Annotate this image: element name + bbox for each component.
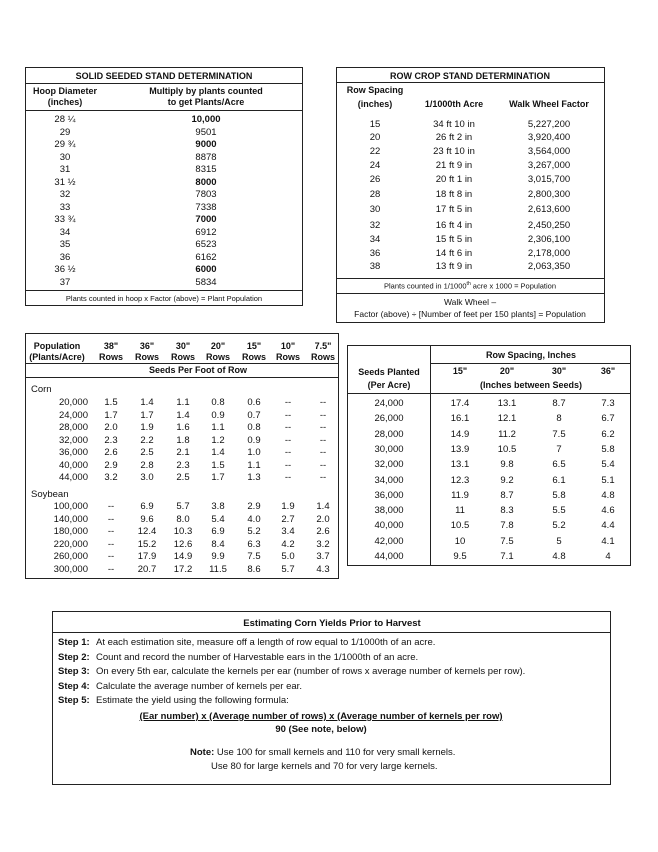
seeds-per-foot-cell: 3.4: [281, 526, 295, 537]
walk-wheel-cell: 2,800,300: [527, 189, 571, 200]
seed-spacing-cell: 4.1: [601, 535, 615, 547]
population-cell: 36,000: [58, 447, 88, 458]
seeds-per-foot-cell: 3.2: [316, 538, 330, 550]
formula-denominator: 90 (See note, below): [275, 724, 367, 735]
seeds-per-foot-cell: 0.8: [211, 397, 225, 408]
seeds-per-foot-cell: 2.7: [281, 513, 295, 525]
population-cell: 220,000: [53, 538, 88, 550]
rowcrop-footer-3: Factor (above) ÷ [Number of feet per 150 plants] = Population: [354, 309, 586, 319]
seeds-per-foot-cell: 1.7: [211, 472, 225, 483]
seeds-per-foot-cell: 9.6: [140, 513, 154, 525]
factor-cell: 10,000: [191, 114, 221, 125]
row-spacing-cell: 38: [369, 261, 381, 272]
seeds-planted-cell: 34,000: [374, 474, 404, 486]
row-width-header-rows: Rows: [134, 352, 160, 362]
row-width-header: 30": [175, 341, 191, 351]
hoop-diameter-cell: 29 ¾: [54, 139, 76, 150]
hoop-diameter-unit: (inches): [47, 97, 83, 107]
seeds-per-foot-cell: 20.7: [137, 563, 157, 575]
seeds-per-foot-cell: 2.9: [104, 459, 118, 471]
step-text: On every 5th ear, calculate the kernels per ear (number of rows x average number of kernels per row).: [96, 666, 526, 677]
seeds-planted-unit: (Per Acre): [367, 380, 411, 390]
seed-spacing-cell: 7.5: [500, 535, 514, 547]
factor-header-2: to get Plants/Acre: [167, 97, 245, 107]
seeds-per-foot-cell: 12.6: [173, 538, 193, 550]
factor-cell: 6523: [195, 239, 217, 250]
hoop-diameter-cell: 28 ¼: [54, 114, 76, 125]
seed-spacing-cell: 7.5: [552, 428, 566, 440]
population-header: Population: [33, 341, 81, 351]
step-label: Step 2:: [58, 651, 90, 663]
row-spacing-col-header: 30": [551, 366, 567, 376]
corn-label: Corn: [31, 384, 52, 395]
row-width-header: 36": [139, 341, 155, 351]
seeds-planted-header: Seeds Planted: [358, 367, 420, 377]
solid-seeded-title: SOLID SEEDED STAND DETERMINATION: [75, 71, 253, 81]
seeds-per-foot-cell: 1.9: [281, 501, 295, 512]
step-text: Calculate the average number of kernels per ear.: [96, 680, 302, 692]
walk-wheel-cell: 3,015,700: [527, 174, 571, 185]
seeds-per-foot-cell: --: [284, 422, 292, 433]
row-spacing-cell: 20: [369, 132, 381, 143]
seeds-planted-cell: 42,000: [374, 535, 404, 547]
hoop-diameter-cell: 31 ½: [54, 176, 76, 188]
rowcrop-footer-1-pre: Plants counted in 1/1000: [383, 281, 467, 291]
seed-spacing-cell: 7.1: [500, 551, 514, 562]
seeds-per-foot-cell: 3.8: [211, 501, 225, 512]
seeds-per-foot-cell: 4.0: [247, 513, 261, 525]
seeds-per-foot-cell: --: [284, 397, 292, 408]
corn-yield-box: [52, 611, 611, 785]
seeds-per-foot-cell: 2.3: [104, 434, 118, 446]
seeds-planted-cell: 36,000: [374, 489, 404, 501]
seed-spacing-cell: 6.2: [601, 428, 615, 440]
row-width-header: 10": [280, 341, 296, 351]
step-label: Step 3:: [58, 666, 90, 677]
seeds-per-foot-cell: 0.7: [247, 409, 261, 421]
hoop-diameter-cell: 29: [59, 126, 71, 138]
seeds-per-foot-cell: --: [107, 513, 115, 525]
seed-spacing-cell: 6.5: [552, 459, 566, 471]
seeds-per-foot-cell: 2.0: [104, 422, 118, 433]
seeds-per-foot-cell: 1.7: [140, 409, 154, 421]
population-cell: 100,000: [53, 501, 88, 512]
seed-spacing-cell: 13.9: [450, 443, 470, 455]
seeds-per-foot-cell: 1.1: [176, 397, 190, 408]
walk-wheel-cell: 3,564,000: [527, 146, 571, 157]
population-cell: 140,000: [53, 513, 88, 525]
soybean-label: Soybean: [31, 489, 69, 500]
seed-spacing-cell: 16.1: [450, 413, 470, 425]
population-cell: 40,000: [58, 459, 88, 471]
hoop-diameter-cell: 33 ¾: [54, 214, 76, 225]
seeds-per-foot-cell: 6.9: [211, 526, 225, 537]
factor-cell: 8878: [195, 151, 217, 163]
population-cell: 300,000: [53, 563, 88, 575]
seeds-per-foot-cell: 1.8: [176, 434, 190, 446]
seeds-per-foot-cell: 0.8: [247, 422, 261, 433]
seeds-per-foot-cell: 2.5: [140, 447, 154, 458]
rowcrop-footer-1-sup: th: [466, 281, 471, 287]
seeds-per-foot-cell: 1.1: [211, 422, 225, 433]
row-spacing-cell: 22: [369, 146, 381, 157]
seed-spacing-cell: 4.6: [601, 505, 615, 517]
seeds-per-foot-cell: 1.4: [140, 397, 154, 408]
row-spacing-cell: 26: [369, 174, 381, 185]
seeds-per-foot-cell: --: [107, 526, 115, 537]
seed-spacing-cell: 5.4: [601, 459, 615, 471]
note-text-1: Use 100 for small kernels and 110 for very small kernels.: [216, 747, 456, 758]
seeds-per-foot-cell: 1.0: [247, 447, 261, 458]
seed-spacing-cell: 13.1: [497, 398, 517, 409]
seeds-per-foot-cell: 8.4: [211, 538, 225, 550]
seeds-per-foot-cell: 5.7: [176, 501, 190, 512]
thousandth-acre-cell: 17 ft 5 in: [435, 204, 473, 215]
seeds-per-foot-cell: 4.3: [316, 563, 330, 575]
seeds-per-foot-cell: 0.9: [247, 434, 261, 446]
seeds-per-foot-cell: 2.2: [140, 434, 154, 446]
seed-spacing-cell: 5.8: [601, 443, 615, 455]
hoop-diameter-cell: 33: [59, 201, 71, 213]
population-cell: 260,000: [53, 551, 88, 562]
seed-spacing-cell: 8.7: [552, 398, 566, 409]
step-label: Step 4:: [58, 680, 90, 692]
seeds-planted-cell: 28,000: [374, 428, 404, 440]
thousandth-acre-cell: 21 ft 9 in: [435, 160, 473, 171]
seeds-per-foot-cell: --: [319, 459, 327, 471]
seeds-per-foot-cell: 2.6: [104, 447, 118, 458]
population-cell: 28,000: [58, 422, 88, 433]
seeds-per-foot-cell: 1.4: [316, 501, 330, 512]
factor-cell: 5834: [195, 276, 217, 288]
seeds-per-foot-cell: 1.2: [211, 434, 225, 446]
seeds-per-foot-cell: --: [319, 447, 327, 458]
seeds-per-foot-cell: --: [107, 551, 115, 562]
factor-cell: 9000: [195, 139, 217, 150]
seeds-per-foot-cell: 5.0: [281, 551, 295, 562]
walk-wheel-cell: 2,450,250: [527, 220, 571, 231]
hoop-diameter-cell: 36 ½: [54, 264, 76, 275]
walk-wheel-cell: 5,227,200: [527, 119, 571, 130]
inches-between-seeds: (Inches between Seeds): [479, 380, 583, 390]
note-line-2: Use 80 for large kernels and 70 for very large kernels.: [211, 761, 438, 772]
seed-spacing-cell: 4.8: [601, 489, 615, 501]
seeds-per-foot-cell: 3.2: [104, 472, 118, 483]
solid-footer: Plants counted in hoop x Factor (above) = Plant Population: [65, 294, 263, 303]
step-text: Estimate the yield using the following formula:: [96, 695, 289, 706]
rowcrop-footer-1: [384, 281, 556, 291]
hoop-diameter-cell: 35: [59, 239, 71, 250]
factor-cell: 7803: [195, 189, 217, 200]
factor-cell: 6000: [195, 264, 217, 275]
seed-spacing-cell: 17.4: [450, 398, 470, 409]
walk-wheel-cell: 3,267,000: [527, 160, 571, 171]
row-width-header-rows: Rows: [241, 352, 267, 362]
row-crop-title: ROW CROP STAND DETERMINATION: [390, 71, 550, 81]
thousandth-acre-cell: 13 ft 9 in: [435, 261, 473, 272]
seeds-per-foot-cell: 0.9: [211, 409, 225, 421]
seeds-per-foot-cell: --: [107, 563, 115, 575]
row-spacing-inches-title: Row Spacing, Inches: [485, 350, 577, 360]
thousandth-acre-cell: 34 ft 10 in: [433, 119, 475, 130]
seeds-per-foot-cell: 1.3: [247, 472, 261, 483]
seeds-per-foot-cell: 2.5: [176, 472, 190, 483]
factor-cell: 7000: [195, 214, 217, 225]
factor-header: Multiply by plants counted: [149, 86, 263, 96]
seeds-per-foot-cell: 2.9: [247, 501, 261, 512]
seed-spacing-table: [347, 345, 631, 566]
formula-numerator: (Ear number) x (Average number of rows) x (Average number of kernels per row): [139, 711, 503, 722]
seed-spacing-cell: 12.1: [497, 413, 517, 425]
seeds-per-foot-cell: 4.2: [281, 538, 295, 550]
seed-spacing-cell: 11.2: [498, 428, 516, 440]
row-crop-table: [336, 67, 605, 323]
row-spacing-col-header: 15": [452, 366, 468, 376]
seed-spacing-cell: 5: [556, 535, 562, 547]
seeds-per-foot-cell: 8.0: [176, 513, 190, 525]
seeds-per-foot-cell: 5.7: [281, 563, 295, 575]
seed-spacing-cell: 14.9: [450, 428, 470, 440]
seeds-per-foot-cell: 2.3: [176, 459, 190, 471]
seed-spacing-cell: 9.5: [453, 551, 467, 562]
population-cell: 32,000: [58, 434, 88, 446]
hoop-diameter-cell: 37: [59, 276, 71, 288]
seeds-per-foot-cell: 2.8: [140, 459, 154, 471]
seed-spacing-cell: 6.1: [552, 474, 566, 486]
seeds-per-foot-cell: 8.6: [247, 563, 261, 575]
seeds-per-foot-cell: 1.4: [176, 409, 190, 421]
seeds-per-foot-cell: 2.0: [316, 513, 330, 525]
seed-spacing-cell: 9.2: [500, 474, 514, 486]
row-spacing-cell: 30: [369, 204, 381, 215]
seed-spacing-cell: 4.4: [601, 520, 615, 532]
row-spacing-cell: 36: [369, 248, 381, 259]
seeds-per-foot-cell: 6.9: [140, 501, 154, 512]
row-spacing-cell: 24: [369, 160, 381, 171]
factor-cell: 9501: [195, 126, 217, 138]
row-width-header-rows: Rows: [310, 352, 336, 362]
seed-spacing-cell: 12.3: [450, 474, 470, 486]
row-spacing-cell: 32: [369, 220, 381, 231]
row-width-header-rows: Rows: [205, 352, 231, 362]
hoop-diameter-cell: 30: [59, 151, 71, 163]
seeds-per-foot-cell: 3.7: [316, 551, 330, 562]
seeds-per-foot-cell: --: [284, 459, 292, 471]
seed-spacing-cell: 6.7: [601, 413, 615, 425]
thousandth-acre-cell: 18 ft 8 in: [435, 189, 473, 200]
seeds-planted-cell: 40,000: [374, 520, 404, 532]
seeds-per-foot-cell: 14.9: [173, 551, 193, 562]
seeds-per-foot-cell: --: [284, 409, 292, 421]
note-line-1: [190, 747, 455, 758]
walk-wheel-cell: 3,920,400: [527, 132, 571, 143]
hoop-diameter-header: Hoop Diameter: [32, 86, 98, 96]
seeds-per-foot-cell: 15.2: [137, 538, 157, 550]
seeds-per-foot-cell: 5.4: [211, 513, 225, 525]
row-width-header-rows: Rows: [98, 352, 124, 362]
walk-wheel-cell: 2,178,000: [527, 248, 571, 259]
seeds-planted-cell: 26,000: [374, 413, 404, 425]
seeds-per-foot-cell: 6.3: [247, 538, 261, 550]
row-spacing-cell: 28: [369, 189, 381, 200]
seed-spacing-cell: 5.8: [552, 489, 566, 501]
seeds-per-foot-cell: 1.5: [104, 397, 118, 408]
thousandth-acre-cell: 20 ft 1 in: [435, 174, 473, 185]
thousandth-acre-cell: 26 ft 2 in: [435, 132, 473, 143]
population-cell: 180,000: [53, 526, 88, 537]
seeds-per-foot-cell: 1.5: [211, 459, 225, 471]
rowcrop-footer-2: Walk Wheel –: [443, 297, 497, 307]
seed-spacing-cell: 11.9: [451, 489, 469, 501]
seed-spacing-cell: 7: [556, 443, 562, 455]
seed-spacing-cell: 10.5: [497, 443, 517, 455]
hoop-diameter-cell: 31: [59, 164, 71, 175]
population-cell: 24,000: [58, 409, 88, 421]
seeds-per-foot-cell: --: [319, 472, 327, 483]
seeds-per-foot-cell: --: [284, 447, 292, 458]
seeds-per-foot-cell: 7.5: [247, 551, 261, 562]
thousandth-acre-cell: 15 ft 5 in: [435, 234, 473, 245]
row-width-header: 7.5": [314, 341, 332, 351]
seed-spacing-cell: 5.5: [552, 505, 566, 517]
hoop-diameter-cell: 32: [59, 189, 71, 200]
seed-spacing-cell: 5.2: [552, 520, 566, 532]
seeds-per-foot-cell: 0.6: [247, 397, 261, 408]
row-spacing-header: Row Spacing: [346, 85, 404, 95]
population-unit: (Plants/Acre): [29, 352, 85, 362]
factor-cell: 7338: [195, 201, 217, 213]
yield-title: Estimating Corn Yields Prior to Harvest: [243, 618, 421, 629]
note-label: Note:: [190, 747, 215, 758]
row-width-header: 15": [246, 341, 262, 351]
seed-spacing-cell: 7.3: [601, 398, 615, 409]
seeds-per-foot-cell: --: [319, 434, 327, 446]
seeds-per-foot-cell: 1.9: [140, 422, 154, 433]
row-spacing-cell: 34: [369, 234, 381, 245]
thousandth-acre-cell: 16 ft 4 in: [435, 220, 473, 231]
seeds-per-foot-table: [25, 333, 339, 579]
population-cell: 44,000: [58, 472, 88, 483]
seeds-per-foot-cell: --: [319, 409, 327, 421]
seeds-planted-cell: 24,000: [374, 398, 404, 409]
row-width-header-rows: Rows: [170, 352, 196, 362]
solid-seeded-table: [25, 67, 303, 306]
row-width-header: 20": [210, 341, 226, 351]
step-label: Step 5:: [58, 695, 90, 706]
seeds-per-foot-cell: --: [284, 472, 292, 483]
seeds-planted-cell: 44,000: [374, 551, 404, 562]
seeds-planted-cell: 32,000: [374, 459, 404, 471]
walk-wheel-cell: 2,613,600: [527, 204, 571, 215]
seed-spacing-cell: 8: [556, 413, 562, 425]
seed-spacing-cell: 11: [455, 505, 465, 517]
row-spacing-col-header: 20": [499, 366, 515, 376]
walk-wheel-header: Walk Wheel Factor: [509, 99, 589, 109]
row-spacing-cell: 15: [369, 119, 381, 130]
seeds-per-foot-cell: 1.6: [176, 422, 190, 433]
hoop-diameter-cell: 36: [59, 251, 71, 263]
walk-wheel-cell: 2,306,100: [527, 234, 571, 245]
seeds-per-foot-cell: 9.9: [211, 551, 225, 562]
factor-cell: 8000: [195, 176, 217, 188]
seed-spacing-cell: 10: [454, 535, 466, 547]
thousandth-acre-header: 1/1000th Acre: [424, 99, 484, 109]
seeds-per-foot-cell: 17.9: [137, 551, 157, 562]
seeds-planted-cell: 30,000: [374, 443, 404, 455]
step-text: At each estimation site, measure off a length of row equal to 1/1000th of an acre.: [96, 637, 436, 648]
seeds-per-foot-cell: --: [284, 434, 292, 446]
seeds-per-foot-cell: 1.1: [247, 459, 261, 471]
seeds-per-foot-cell: 1.7: [104, 409, 118, 421]
hoop-diameter-cell: 34: [59, 226, 71, 238]
step-text: Count and record the number of Harvestable ears in the 1/1000th of an acre.: [96, 651, 419, 663]
seeds-planted-cell: 38,000: [374, 505, 404, 517]
seed-spacing-cell: 9.8: [500, 459, 514, 471]
seeds-per-foot-cell: 11.5: [209, 563, 227, 575]
seed-spacing-cell: 7.8: [500, 520, 514, 532]
thousandth-acre-cell: 14 ft 6 in: [435, 248, 473, 259]
seed-spacing-cell: 10.5: [450, 520, 470, 532]
seeds-per-foot-subtitle: Seeds Per Foot of Row: [148, 365, 248, 375]
factor-cell: 8315: [195, 164, 217, 175]
seed-spacing-cell: 4: [605, 551, 611, 562]
seeds-per-foot-cell: 3.0: [140, 472, 154, 483]
seeds-per-foot-cell: 2.6: [316, 526, 330, 537]
seeds-per-foot-cell: --: [319, 422, 327, 433]
seeds-per-foot-cell: 17.2: [173, 563, 193, 575]
seeds-per-foot-cell: 5.2: [247, 526, 261, 537]
row-width-header: 38": [103, 341, 119, 351]
seed-spacing-cell: 13.1: [450, 459, 470, 471]
row-width-header-rows: Rows: [275, 352, 301, 362]
seeds-per-foot-cell: --: [107, 501, 115, 512]
seed-spacing-cell: 4.8: [552, 551, 566, 562]
seeds-per-foot-cell: 12.4: [137, 526, 157, 537]
factor-cell: 6912: [195, 226, 217, 238]
seeds-per-foot-cell: --: [319, 397, 327, 408]
seeds-per-foot-cell: 10.3: [173, 526, 193, 537]
seed-spacing-cell: 5.1: [601, 474, 615, 486]
row-spacing-unit: (inches): [357, 99, 393, 109]
factor-cell: 6162: [195, 251, 217, 263]
population-cell: 20,000: [58, 397, 88, 408]
seed-spacing-cell: 8.3: [500, 505, 514, 517]
seeds-per-foot-cell: 1.4: [211, 447, 225, 458]
step-label: Step 1:: [58, 637, 90, 648]
seeds-per-foot-cell: --: [107, 538, 115, 550]
seeds-per-foot-cell: 2.1: [176, 447, 190, 458]
rowcrop-footer-1-post: acre x 1000 = Population: [470, 281, 557, 291]
seed-spacing-cell: 8.7: [500, 489, 514, 501]
row-spacing-col-header: 36": [600, 366, 616, 376]
walk-wheel-cell: 2,063,350: [527, 261, 571, 272]
thousandth-acre-cell: 23 ft 10 in: [433, 146, 475, 157]
